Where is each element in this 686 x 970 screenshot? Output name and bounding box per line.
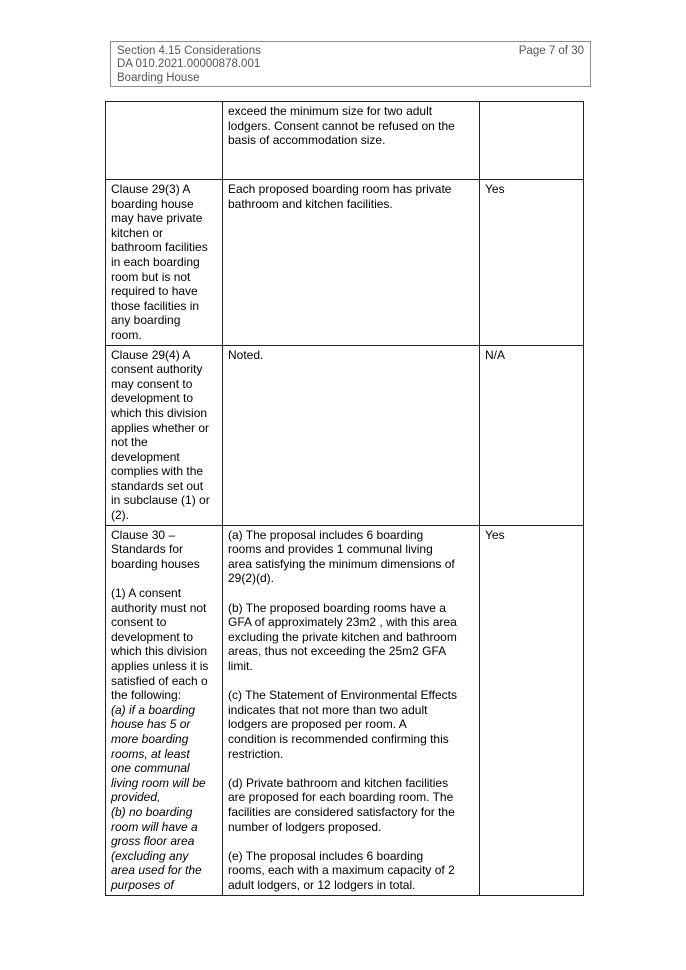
- header-section: Section 4.15 Considerations: [117, 45, 261, 57]
- text-line: standards set out: [111, 478, 204, 493]
- text-line: consent to: [111, 615, 167, 630]
- header-page-number: Page 7 of 30: [518, 45, 584, 57]
- text-line: living room will be: [111, 775, 206, 790]
- header-subject: Boarding House: [117, 71, 200, 84]
- text-line: Clause 29(3) A: [111, 182, 191, 196]
- table-row: [106, 525, 584, 895]
- text-line: number of lodgers proposed.: [228, 819, 382, 834]
- text-line: any boarding: [111, 313, 181, 328]
- paragraph-gap: [228, 674, 475, 689]
- compliance-value: N/A: [485, 347, 506, 362]
- text-line: Clause 29(4) A: [111, 347, 191, 362]
- text-line: are proposed for each boarding room. The: [228, 790, 454, 805]
- text-line: exceed the minimum size for two adult: [228, 104, 433, 118]
- text-line: those facilities in: [111, 298, 200, 313]
- text-line: boarding house: [111, 196, 194, 211]
- text-line: boarding houses: [111, 556, 200, 571]
- text-line: Each proposed boarding room has private: [228, 182, 452, 196]
- text-line: condition is recommended confirming this: [228, 731, 449, 746]
- text-line: (c) The Statement of Environmental Effects: [228, 688, 457, 703]
- text-line: provided,: [111, 790, 161, 805]
- table-row: [106, 102, 584, 180]
- text-line: Standards for: [111, 542, 184, 557]
- text-line: restriction.: [228, 746, 284, 761]
- text-line: (excluding any: [111, 848, 189, 863]
- header-left: [117, 45, 261, 85]
- text-line: development: [111, 449, 180, 464]
- paragraph-gap: [228, 586, 475, 601]
- text-line: lodgers are proposed per room. A: [228, 717, 407, 732]
- text-line: room but is not: [111, 269, 191, 284]
- text-line: (2).: [111, 508, 129, 523]
- text-line: indicates that not more than two adult: [228, 702, 428, 717]
- text-line: rooms, at least: [111, 746, 190, 761]
- assessment-table-body: [106, 102, 584, 896]
- text-line: which this division: [111, 405, 208, 420]
- text-line: complies with the: [111, 464, 204, 479]
- text-line: area used for the: [111, 863, 202, 878]
- text-line: rooms and provides 1 communal living: [228, 542, 433, 557]
- compliance-value: Yes: [485, 527, 505, 542]
- page-header: [110, 41, 591, 87]
- text-line: which this division: [111, 644, 208, 659]
- text-line: room will have a: [111, 819, 198, 834]
- assessment-cell: [223, 345, 480, 525]
- assessment-table: [105, 101, 584, 896]
- compliance-value: Yes: [485, 182, 505, 196]
- text-line: (a) The proposal includes 6 boarding: [228, 527, 424, 542]
- text-line: (e) The proposal includes 6 boarding: [228, 848, 424, 863]
- text-line: the following:: [111, 688, 182, 703]
- text-line: authority must not: [111, 600, 207, 615]
- text-line: (b) The proposed boarding rooms have a: [228, 600, 446, 615]
- text-line: in each boarding: [111, 254, 200, 269]
- text-line: Clause 30 –: [111, 527, 176, 542]
- text-line: facilities are considered satisfactory for the: [228, 804, 455, 819]
- text-line: applies unless it is: [111, 659, 209, 673]
- assessment-cell: [223, 525, 480, 895]
- text-line: 29(2)(d).: [228, 571, 275, 586]
- text-line: room.: [111, 327, 142, 342]
- paragraph-gap: [228, 834, 475, 849]
- text-line: applies whether or: [111, 420, 210, 435]
- clause-cell: [106, 345, 223, 525]
- text-line: more boarding: [111, 731, 189, 746]
- text-line: (d) Private bathroom and kitchen facilities: [228, 775, 449, 790]
- complies-cell: [480, 345, 584, 525]
- text-line: not the: [111, 435, 148, 450]
- text-line: one communal: [111, 761, 190, 776]
- clause-cell: [106, 525, 223, 895]
- paragraph-gap: [228, 761, 475, 776]
- table-row: [106, 180, 584, 346]
- text-line: house has 5 or: [111, 717, 191, 732]
- text-line: excluding the private kitchen and bathroom: [228, 629, 457, 644]
- text-line: basis of accommodation size.: [228, 133, 386, 148]
- text-line: area satisfying the minimum dimensions of: [228, 556, 455, 571]
- text-line: may consent to: [111, 376, 193, 391]
- text-line: consent authority: [111, 362, 203, 377]
- text-line: areas, thus not exceeding the 25m2 GFA: [228, 644, 447, 659]
- clause-cell: [106, 180, 223, 346]
- complies-cell: [480, 180, 584, 346]
- assessment-cell: [223, 180, 480, 346]
- text-line: limit.: [228, 659, 253, 673]
- text-line: development to: [111, 629, 194, 644]
- text-line: (b) no boarding: [111, 804, 193, 819]
- text-line: development to: [111, 391, 194, 406]
- text-line: may have private: [111, 211, 203, 226]
- text-line: required to have: [111, 284, 198, 299]
- text-line: gross floor area: [111, 834, 195, 849]
- text-line: bathroom and kitchen facilities.: [228, 196, 393, 211]
- text-line: lodgers. Consent cannot be refused on the: [228, 118, 455, 133]
- assessment-cell: [223, 102, 480, 180]
- text-line: bathroom facilities: [111, 240, 208, 255]
- text-line: in subclause (1) or: [111, 493, 210, 508]
- clause-cell: [106, 102, 223, 180]
- complies-cell: [480, 525, 584, 895]
- text-line: (a) if a boarding: [111, 702, 196, 717]
- text-line: satisfied of each o: [111, 673, 208, 688]
- complies-cell: [480, 102, 584, 180]
- text-line: purposes of: [111, 877, 174, 892]
- text-line: GFA of approximately 23m2 , with this area: [228, 615, 457, 630]
- paragraph-gap: [111, 571, 218, 586]
- table-row: [106, 345, 584, 525]
- text-line: (1) A consent: [111, 586, 182, 601]
- text-line: kitchen or: [111, 225, 164, 240]
- text-line: adult lodgers, or 12 lodgers in total.: [228, 877, 416, 892]
- text-line: Noted.: [228, 347, 264, 362]
- text-line: rooms, each with a maximum capacity of 2: [228, 863, 455, 878]
- header-da-number: DA 010.2021.00000878.001: [117, 58, 261, 71]
